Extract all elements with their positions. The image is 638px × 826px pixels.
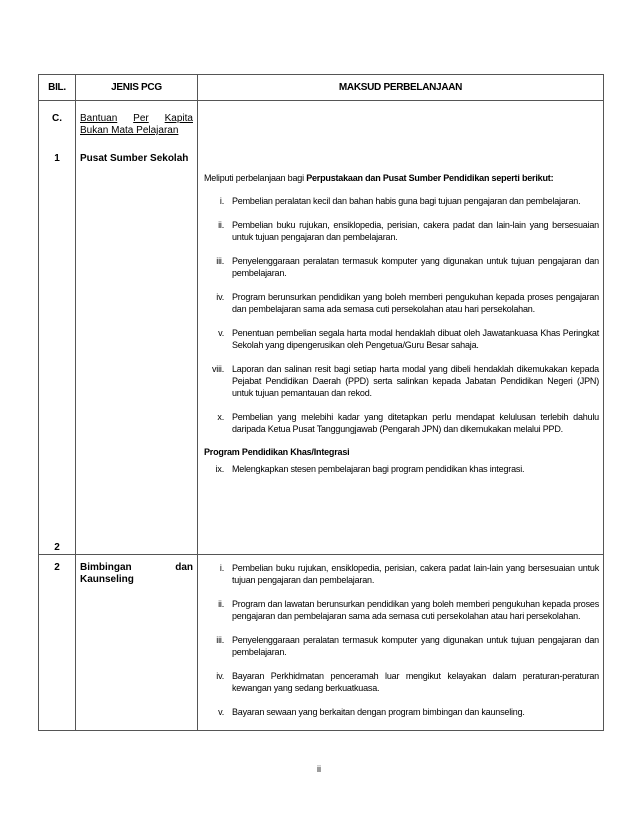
header-bil: BIL.	[39, 75, 76, 101]
list-item	[202, 670, 599, 694]
row2-jenis-line1: Bimbingan dan	[80, 562, 193, 573]
row2-maksud-cell	[198, 555, 604, 731]
list-item	[202, 219, 599, 243]
list-item-text: Penyelenggaraan peralatan termasuk komputer yang digunakan untuk tujuan pengajaran dan pembelajaran.	[232, 635, 599, 657]
row1-items-list	[202, 195, 599, 435]
list-item-text: Laporan dan salinan resit bagi setiap harta modal yang dibeli hendaklah dikemukakan kepada Pejabat Pendidikan Daerah (PPD) serta salinkan kepada Jabatan Pendidikan Negeri (JPN) untuk tujuan pemantauan dan rekod.	[232, 364, 599, 398]
list-item-number: i.	[219, 563, 224, 573]
list-item-number: x.	[217, 412, 224, 422]
list-item-number: ii.	[218, 599, 224, 609]
list-item	[202, 195, 599, 207]
table-row	[39, 555, 604, 731]
expenditure-table	[38, 74, 604, 731]
list-item-number: iii.	[216, 635, 224, 645]
row2-jenis-cell	[76, 555, 198, 731]
list-item-text: Bayaran sewaan yang berkaitan dengan program bimbingan dan kaunseling.	[232, 707, 525, 717]
section-jenis-line1: Bantuan Per Kapita	[80, 113, 193, 124]
list-item	[202, 411, 599, 435]
list-item-number: ii.	[218, 220, 224, 230]
list-item	[202, 327, 599, 351]
row2-bil-text: 2	[54, 562, 60, 573]
list-item-number: iv.	[216, 292, 224, 302]
list-item	[202, 706, 599, 718]
list-item-number: iii.	[216, 256, 224, 266]
list-item-number: v.	[218, 328, 224, 338]
row-maksud-cell	[198, 101, 604, 555]
row1-bil: 1	[54, 153, 60, 164]
row1-intro: Meliputi perbelanjaan bagi Perpustakaan dan Pusat Sumber Pendidikan seperti berikut:	[204, 173, 554, 183]
list-item	[202, 634, 599, 658]
list-item-text: Pembelian buku rujukan, ensiklopedia, perisian, cakera padat dan lain-lain yang bersesuaian untuk tujuan pengajaran dan pembelajaran.	[232, 220, 599, 242]
section-jenis-line2: Bukan Mata Pelajaran	[80, 125, 179, 136]
list-item-text: Program dan lawatan berunsurkan pendidikan yang boleh memberi pengukuhan kepada proses pengajaran dan pembelajaran sama ada semasa cuti persekolahan atau hari persekolahan.	[232, 599, 599, 621]
row2-bil-cell	[39, 555, 76, 731]
list-item	[202, 255, 599, 279]
row2-jenis-line2: Kaunseling	[80, 574, 134, 585]
row2-items-list	[202, 555, 599, 718]
list-item	[202, 363, 599, 399]
row-bil-cell	[39, 101, 76, 555]
list-item-text: Pembelian buku rujukan, ensiklopedia, perisian, cakera padat lain-lain yang bersesuaian untuk tujuan pengajaran dan pembelajaran.	[232, 563, 599, 585]
list-item-text: Program berunsurkan pendidikan yang boleh memberi pengukuhan kepada proses pengajaran dan pembelajaran sama ada semasa cuti persekolahan atau hari persekolahan.	[232, 292, 599, 314]
header-jenis: JENIS PCG	[76, 75, 198, 101]
table-header-row	[39, 75, 604, 101]
list-item-text: Penentuan pembelian segala harta modal hendaklah dibuat oleh Jawatankuasa Khas Peringkat Sekolah yang dipengerusikan oleh Pengetua/Guru Besar sahaja.	[232, 328, 599, 350]
header-maksud: MAKSUD PERBELANJAAN	[198, 75, 604, 101]
list-item-text: Bayaran Perkhidmatan penceramah luar mengikut kelayakan dalam peraturan-peraturan kewangan yang sedang berkuatkuasa.	[232, 671, 599, 693]
list-item	[202, 562, 599, 586]
table-row	[39, 101, 604, 555]
list-item-text: Penyelenggaraan peralatan termasuk komputer yang digunakan untuk tujuan pengajaran dan pembelajaran.	[232, 256, 599, 278]
row1-jenis: Pusat Sumber Sekolah	[80, 153, 189, 164]
section-bil: C.	[52, 113, 62, 124]
list-item	[202, 291, 599, 315]
list-item-number: i.	[219, 196, 224, 206]
row1-subheading: Program Pendidikan Khas/Integrasi	[204, 447, 350, 457]
page-number: ii	[317, 764, 321, 774]
list-item-text: Pembelian yang melebihi kadar yang ditetapkan perlu mendapat kelulusan terlebih dahulu daripada Ketua Pusat Tanggungjawab (Pengarah JPN) dan dikemukakan melalui PPD.	[232, 412, 599, 434]
row1-sub-item: ix. Melengkapkan stesen pembelajaran bagi program pendidikan khas integrasi.	[215, 464, 525, 474]
list-item-number: iv.	[216, 671, 224, 681]
list-item-text: Pembelian peralatan kecil dan bahan habis guna bagi tujuan pengajaran dan pembelajaran.	[232, 196, 581, 206]
row-jenis-cell	[76, 101, 198, 555]
row2-bil: 2	[54, 542, 60, 553]
list-item-number: viii.	[212, 364, 224, 374]
list-item	[202, 598, 599, 622]
list-item-number: v.	[218, 707, 224, 717]
